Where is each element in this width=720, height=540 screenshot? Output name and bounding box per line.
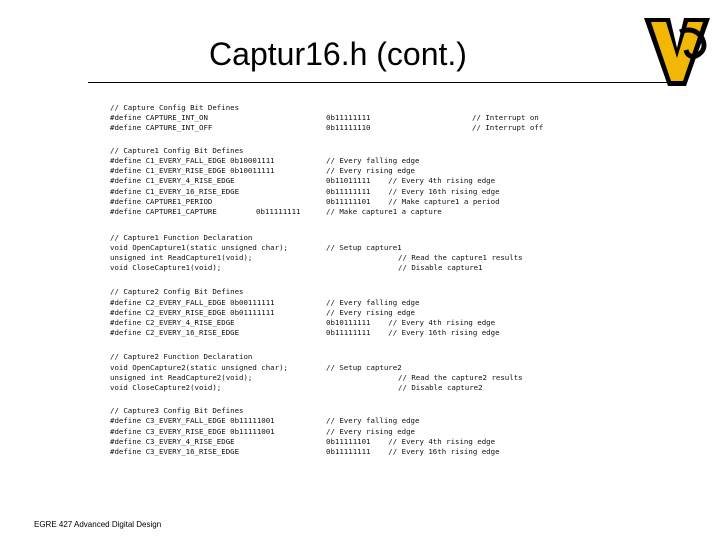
code-line: #define C1_EVERY_FALL_EDGE 0b10001111 — [110, 156, 275, 165]
code-line: #define C3_EVERY_4_RISE_EDGE — [110, 437, 235, 446]
code-line: 0b11111110 — [326, 123, 371, 132]
code-line: // Disable capture1 — [398, 263, 483, 272]
code-line: unsigned int ReadCapture2(void); — [110, 373, 253, 382]
code-line: #define C1_EVERY_16_RISE_EDGE — [110, 187, 240, 196]
code-line: #define C2_EVERY_RISE_EDGE 0b01111111 — [110, 308, 275, 317]
code-line: unsigned int ReadCapture1(void); — [110, 253, 253, 262]
code-line: // Every rising edge — [326, 427, 415, 436]
code-line: // Capture1 Function Declaration — [110, 233, 253, 242]
code-line: #define CAPTURE_INT_OFF — [110, 123, 213, 132]
code-listing — [110, 0, 670, 540]
code-line: 0b11011111 // Every 4th rising edge — [326, 176, 496, 185]
code-line: #define C1_EVERY_4_RISE_EDGE — [110, 176, 235, 185]
code-line: #define C2_EVERY_16_RISE_EDGE — [110, 328, 240, 337]
code-line: // Setup capture1 — [326, 243, 402, 252]
code-line: #define C3_EVERY_16_RISE_EDGE — [110, 447, 240, 456]
code-line: // Read the capture1 results — [398, 253, 523, 262]
code-line: 0b11111101 // Make capture1 a period — [326, 197, 500, 206]
code-line: #define C2_EVERY_FALL_EDGE 0b00111111 — [110, 298, 275, 307]
slide-title: Captur16.h (cont.) — [209, 36, 467, 72]
code-line: 0b11111111 — [326, 113, 371, 122]
code-line: void OpenCapture2(static unsigned char); — [110, 363, 288, 372]
code-line: 0b10111111 // Every 4th rising edge — [326, 318, 496, 327]
code-line: // Make capture1 a capture — [326, 207, 442, 216]
code-line: // Every rising edge — [326, 308, 415, 317]
code-line: // Capture2 Config Bit Defines — [110, 287, 244, 296]
footer-course-label: EGRE 427 Advanced Digital Design — [34, 520, 162, 529]
code-line: // Every rising edge — [326, 166, 415, 175]
code-line: #define CAPTURE_INT_ON — [110, 113, 208, 122]
code-line: #define C3_EVERY_RISE_EDGE 0b11111001 — [110, 427, 275, 436]
code-line: // Capture Config Bit Defines — [110, 103, 240, 112]
code-line: // Interrupt off — [472, 123, 544, 132]
code-line: // Setup capture2 — [326, 363, 402, 372]
code-line: 0b11111111 // Every 16th rising edge — [326, 187, 500, 196]
code-line: #define C1_EVERY_RISE_EDGE 0b10011111 — [110, 166, 275, 175]
code-line: void CloseCapture1(void); — [110, 263, 222, 272]
code-line: 0b11111111 — [256, 207, 301, 216]
code-line: // Capture1 Config Bit Defines — [110, 146, 244, 155]
code-line: #define CAPTURE1_CAPTURE — [110, 207, 217, 216]
code-line: // Every falling edge — [326, 416, 420, 425]
code-line: // Read the capture2 results — [398, 373, 523, 382]
code-line: #define C3_EVERY_FALL_EDGE 0b11111001 — [110, 416, 275, 425]
code-line: 0b11111101 // Every 4th rising edge — [326, 437, 496, 446]
code-line: 0b11111111 // Every 16th rising edge — [326, 328, 500, 337]
code-line: // Capture2 Function Declaration — [110, 352, 253, 361]
code-line: // Capture3 Config Bit Defines — [110, 406, 244, 415]
code-line: // Every falling edge — [326, 298, 420, 307]
code-line: void CloseCapture2(void); — [110, 383, 222, 392]
code-line: // Interrupt on — [472, 113, 539, 122]
code-line: // Every falling edge — [326, 156, 420, 165]
code-line: // Disable capture2 — [398, 383, 483, 392]
code-line: 0b11111111 // Every 16th rising edge — [326, 447, 500, 456]
code-line: void OpenCapture1(static unsigned char); — [110, 243, 288, 252]
code-line: #define CAPTURE1_PERIOD — [110, 197, 213, 206]
code-line: #define C2_EVERY_4_RISE_EDGE — [110, 318, 235, 327]
